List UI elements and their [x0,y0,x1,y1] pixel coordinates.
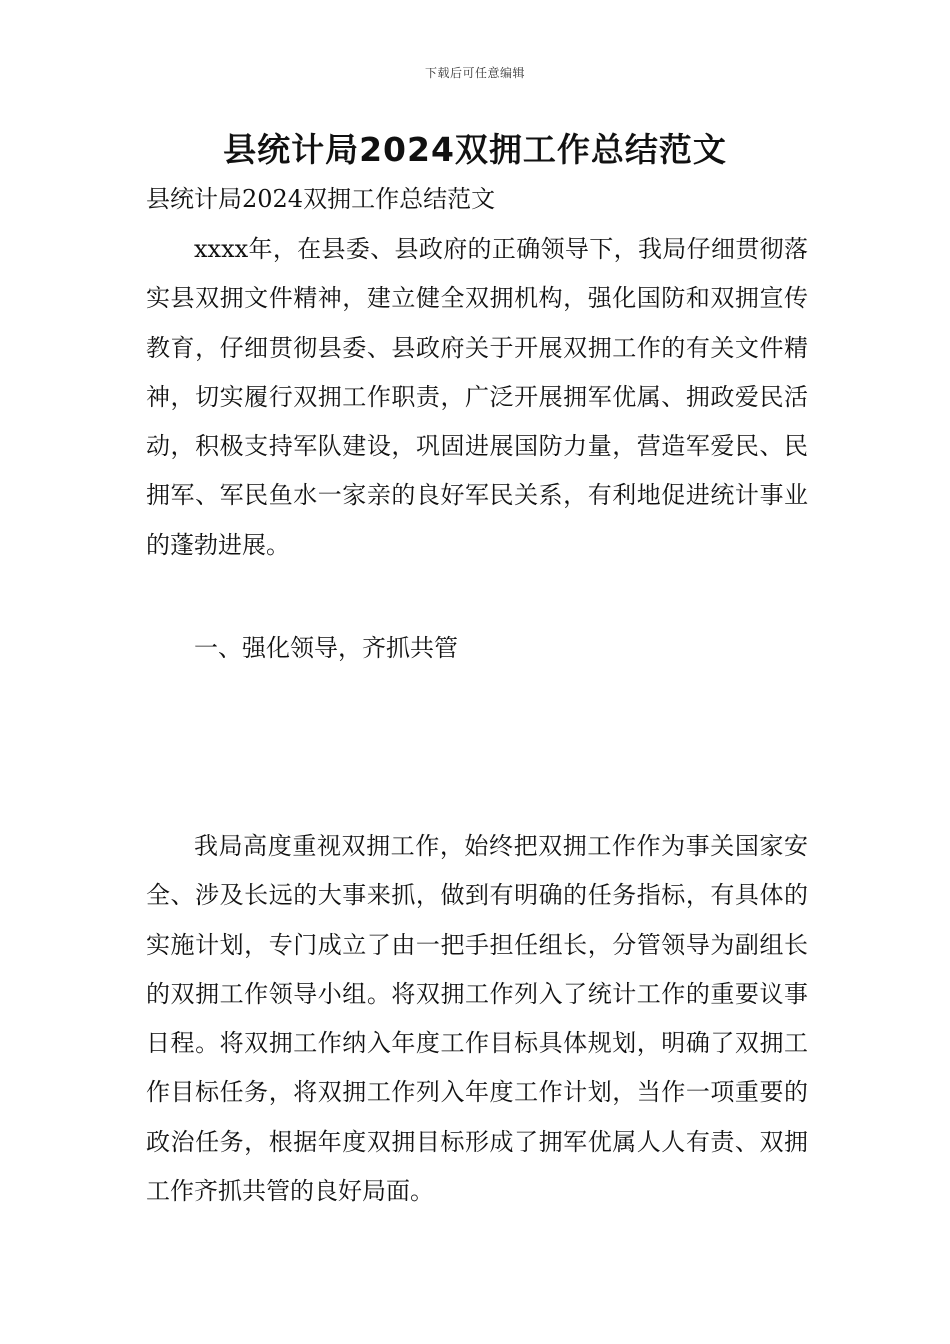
document-subtitle: 县统计局2024双拥工作总结范文 [146,185,496,213]
paragraph-intro: xxxx年，在县委、县政府的正确领导下，我局仔细贯彻落实县双拥文件精神，建立健全双拥机构，强化国防和双拥宣传教育，仔细贯彻县委、县政府关于开展双拥工作的有关文件精神，切实履行双拥工作职责，广泛开展拥军优属、拥政爱民活动，积极支持军队建设，巩固进展国防力量，营造军爱民、民拥军、军民鱼水一家亲的良好军民关系，有利地促进统计事业的蓬勃进展。 [146,235,808,559]
section-heading-1: 一、强化领导，齐抓共管 [194,634,458,662]
paragraph-section-1: 我局高度重视双拥工作，始终把双拥工作作为事关国家安全、涉及长远的大事来抓，做到有明确的任务指标，有具体的实施计划，专门成立了由一把手担任组长，分管领导为副组长的双拥工作领导小组。将双拥工作列入了统计工作的重要议事日程。将双拥工作纳入年度工作目标具体规划，明确了双拥工作目标任务，将双拥工作列入年度工作计划，当作一项重要的政治任务，根据年度双拥目标形成了拥军优属人人有责、双拥工作齐抓共管的良好局面。 [146,832,808,1206]
header-note: 下载后可任意编辑 [424,66,525,80]
document-title: 县统计局2024双拥工作总结范文 [223,130,727,169]
